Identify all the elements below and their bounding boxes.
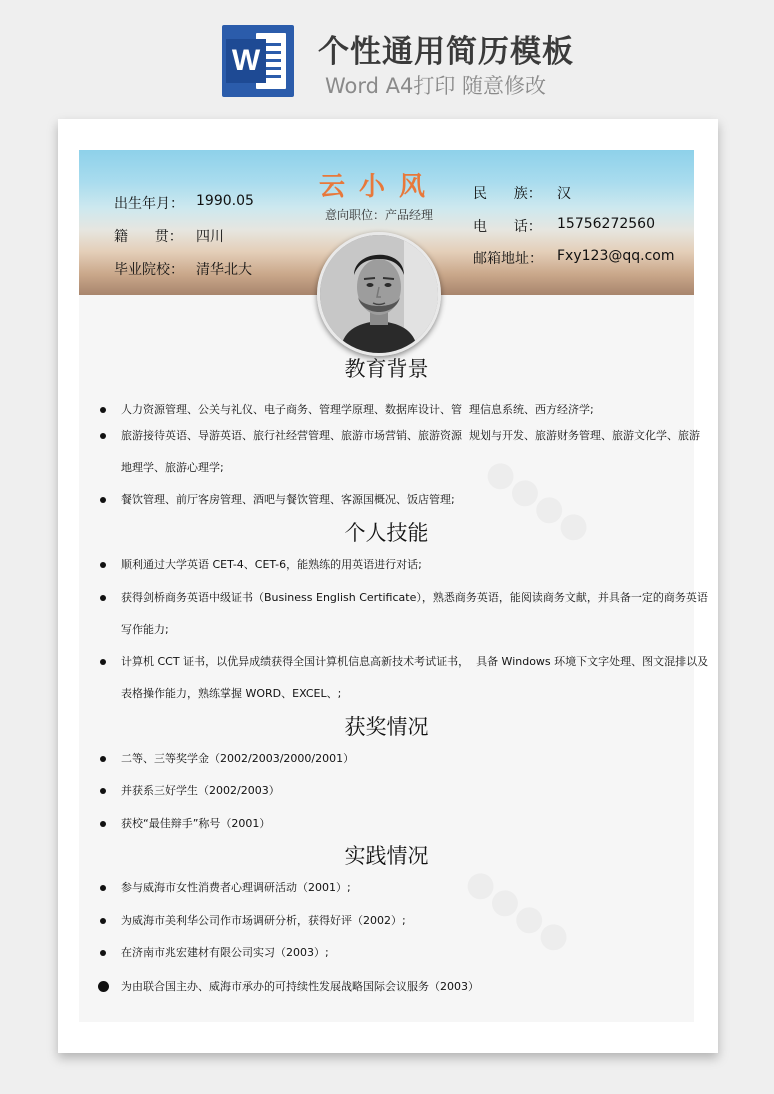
section-title-education: 教育背景 — [344, 357, 429, 381]
bullet-icon — [100, 756, 106, 762]
info-value: 汉 — [557, 186, 571, 202]
bullet-icon — [100, 788, 106, 794]
info-value: Fxy123@qq.com — [557, 248, 675, 264]
job-intent: 意向职位：产品经理 — [325, 208, 434, 222]
section-title-skills: 个人技能 — [344, 521, 429, 545]
info-label: 籍 贯： — [114, 229, 183, 245]
bullet-icon — [100, 885, 106, 891]
bullet-icon — [100, 497, 106, 503]
resume-content: 出生年月： 1990.05 籍 贯： 四川 毕业院校： 清华北大 云小风 意向职位：产品经理 民 族： 汉 电 话： 15756272560 邮箱地址： Fxy123@qq.com 教育背景 人力资源管理、公关与礼仪、电子商务、管理学原理、数据库设计、管 理信息系统、西方经济学; 旅游接待英语、导游英语、旅行社经营管理、旅游市场营销、旅游资源 规划与开发、旅游财务管理、旅游文化学、旅游 地理学、旅游心理学; 餐饮管理、前厅客房管理、酒吧与餐饮管理、客源国概况、饭店管理; 个人技能 顺利通过大学英语 CET-4、CET-6，能熟练的用英语进行对话; 获得剑桥商务英语中级证书（Business English Certificate），熟悉商务英语，能阅读商务文献，并具备一定的商务英语 写作能力; 计算机 CCT 证书，以优异成绩获得全国计算机信息高新技术考试证书， 具备 Windows 环境下文字处理、图文混排以及 表格操作能力，熟练掌握 WORD、EXCEL、; 获奖情况 二等、三等奖学金（2002/2003/2000/2001） 并获系三好学生（2002/2003） 获校“最佳辩手”称号（2001） 实践情况 参与威海市女性消费者心理调研活动（2001）; 为威海市美利华公司作市场调研分析，获得好评（2002）; 在济南市兆宏建材有限公司实习（2003）; 为由联合国主办、威海市承办的可持续性发展战略国际会议服务（2003） — [79, 150, 694, 1022]
info-label: 电 话： — [473, 219, 542, 235]
bullet-icon — [100, 407, 106, 413]
bullet-icon — [100, 821, 106, 827]
bullet-icon — [100, 562, 106, 568]
banner-title: 个性通用简历模板 — [318, 34, 574, 70]
section-title-practice: 实践情况 — [344, 844, 429, 868]
info-label: 出生年月： — [114, 196, 184, 212]
banner-subtitle: Word A4打印 随意修改 — [325, 74, 547, 98]
bullet-icon — [100, 950, 106, 956]
avatar — [317, 232, 441, 356]
info-value: 1990.05 — [196, 193, 254, 209]
bullet-icon — [100, 659, 106, 665]
info-label: 民 族： — [473, 186, 542, 202]
info-label: 毕业院校： — [114, 262, 184, 278]
bullet-icon — [100, 918, 106, 924]
word-logo-icon — [222, 25, 294, 97]
bullet-icon — [100, 595, 106, 601]
word-logo-letter: W — [226, 39, 266, 83]
info-label: 邮箱地址： — [473, 251, 543, 267]
bullet-icon — [100, 433, 106, 439]
resume-paper — [58, 119, 718, 1053]
resume-name: 云小风 — [319, 172, 440, 202]
info-value: 15756272560 — [557, 216, 655, 232]
section-title-awards: 获奖情况 — [344, 715, 429, 739]
portrait-icon — [320, 235, 438, 353]
info-value: 清华北大 — [196, 262, 252, 278]
bullet-icon — [98, 981, 109, 992]
top-banner — [0, 0, 774, 118]
info-value: 四川 — [196, 229, 224, 245]
